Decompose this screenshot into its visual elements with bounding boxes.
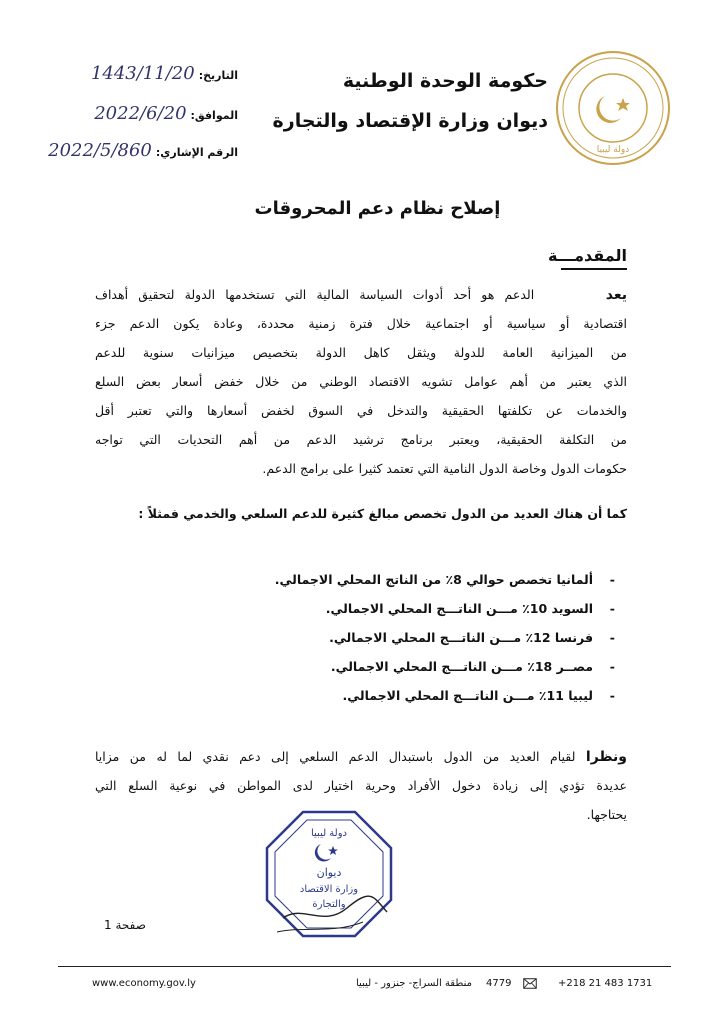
footer-phone: +218 21 483 1731 [558,978,653,989]
footer-divider [58,966,671,967]
crescent-icon [596,96,621,123]
intro-paragraph [95,280,627,483]
list-item: -مصــر 18٪ مـــن الناتـــج المحلي الاجمالي. [330,659,615,674]
stamp-line-3: والتجارة [312,899,346,910]
ministry-gold-seal [553,48,673,168]
intro-line-6: من التكلفة الحقيقية، ويعتبر برنامج ترشيد الدعم من أهم التحديات التي تواجه [95,432,627,447]
reference-label: الرقم الإشاري: [155,146,238,159]
envelope-icon [523,978,537,989]
date-value: 1443/11/20 [90,63,195,84]
date-label: التاريخ: [198,69,238,82]
list-item: -السويد 10٪ مـــن الناتـــج المحلي الاجمالي. [325,601,615,616]
intro-line-2: اقتصادية أو سياسية أو اجتماعية خلال فترة زمنية محددة، وعادة يكون الدعم جزء [95,316,627,331]
stamp-top-text: دولة ليبيا [310,828,348,839]
intro-line-7: حكومات الدول وخاصة الدول النامية التي تعتمد كثيرا على برامج الدعم. [262,461,627,476]
star-icon [328,846,338,855]
intro-line-3: من الميزانية العامة للدولة ويثقل كاهل الدولة بتخصيص ميزانيات سنوية للدعم [95,345,627,360]
closing-line-1: ونظرا لقيام العديد من الدول باستبدال الدعم السلعي إلى دعم نقدي لما له من مزايا [95,749,627,765]
date-row [91,63,238,84]
corresponding-value: 2022/6/20 [94,103,187,124]
list-lead: كما أن هناك العديد من الدول تخصص مبالغ كثيرة للدعم السلعي والخدمي فمثلاً : [138,506,627,521]
footer-po-box: 4779 [486,978,512,989]
stamp-line-2: وزارة الاقتصاد [299,884,359,895]
intro-line-1: يعد الدعم هو أحد أدوات السياسة المالية التي تستخدمها الدولة لتحقيق أهداف [95,287,627,303]
closing-line-2: عديدة تؤدي إلى زيادة دخول الأفراد وحرية اختيار لدى المواطن في نوعية السلع التي [95,778,627,793]
footer-location: منطقة السراج- جنزور - ليبيا [356,978,472,989]
gold-seal-text: دولة ليبيا [596,145,630,155]
intro-line-4: الذي يعتبر من أهم عوامل تشويه الاقتصاد الوطني من خلال خفض أسعار بعض السلع [95,374,627,389]
section-underline [561,268,627,270]
footer-website[interactable]: www.economy.gov.ly [92,978,196,989]
reference-row [48,140,238,161]
star-icon [616,98,630,111]
list-item: -ألمانيا تخصص حوالي 8٪ من الناتج المحلي الاجمالي. [274,572,615,587]
country-list [275,565,615,710]
corresponding-label: الموافق: [190,109,238,122]
closing-lead-word: ونظرا [585,749,627,765]
reference-value: 2022/5/860 [48,140,152,161]
crescent-icon [315,844,331,862]
ministry-blue-stamp [263,808,395,940]
intro-line-5: والخدمات عن تكلفتها الحقيقية والتدخل في السوق لخفض أسعارها والتي تعتبر أقل [95,403,627,418]
intro-lead-word: يعد [605,287,627,303]
section-heading: المقدمـــة [548,246,627,265]
stamp-line-1: ديوان [316,866,342,879]
list-item: -ليبيا 11٪ مـــن الناتـــج المحلي الاجمالي. [342,688,615,703]
corresponding-date-row [94,103,238,124]
ministry-name: ديوان وزارة الإقتصاد والتجارة [272,110,548,132]
list-item: -فرنسا 12٪ مـــن الناتـــج المحلي الاجمالي. [329,630,615,645]
closing-line-3: يحتاجها. [586,807,627,822]
page-number: صفحة 1 [104,918,146,932]
document-title: إصلاح نظام دعم المحروقات [254,198,501,219]
government-name: حكومة الوحدة الوطنية [342,70,548,92]
